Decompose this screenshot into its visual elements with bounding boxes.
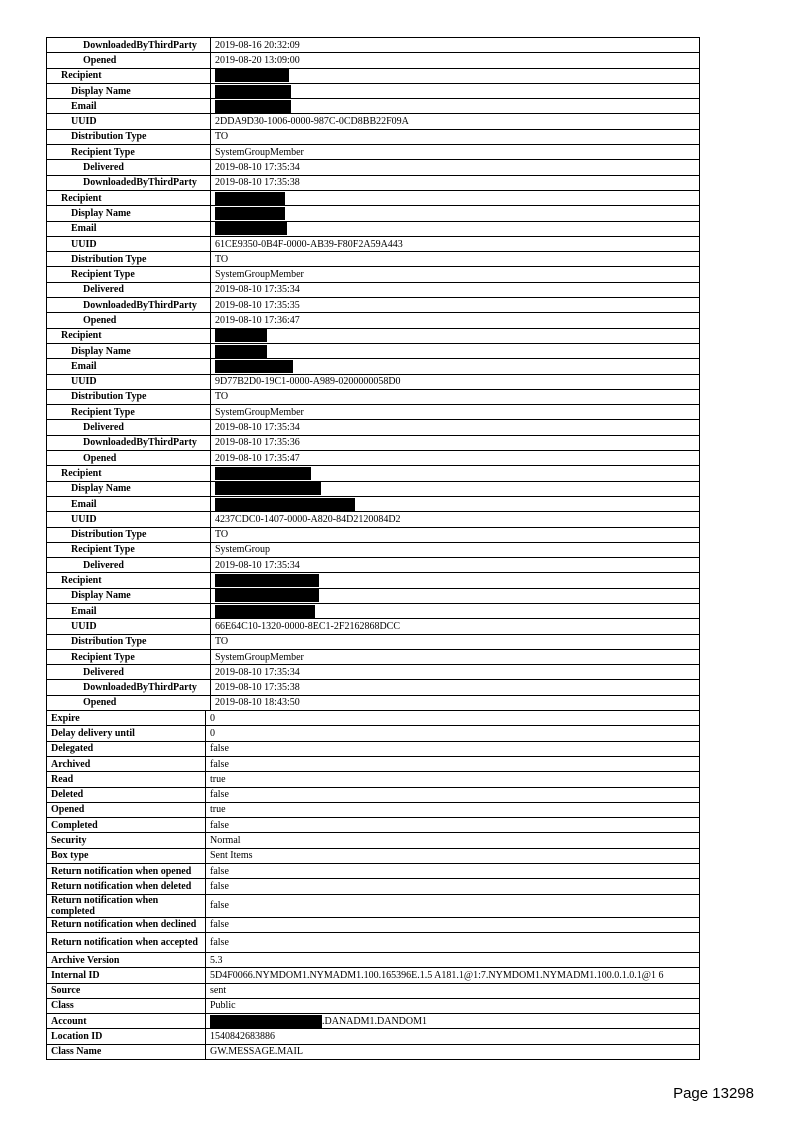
- field-label: DownloadedByThirdParty: [47, 435, 211, 450]
- field-label: Recipient Type: [47, 405, 211, 420]
- field-value: 2019-08-16 20:32:09: [211, 38, 700, 53]
- property-label: Source: [47, 983, 206, 998]
- field-value: 2019-08-10 18:43:50: [211, 695, 700, 710]
- property-row: [47, 772, 700, 787]
- recipients-table: [46, 37, 700, 711]
- field-label: Display Name: [47, 343, 211, 358]
- property-value: [206, 1014, 700, 1029]
- field-label: Email: [47, 359, 211, 374]
- property-value: Sent Items: [206, 848, 700, 863]
- field-label: Delivered: [47, 420, 211, 435]
- field-value: TO: [211, 527, 700, 542]
- property-row: [47, 726, 700, 741]
- recipient-field-row: [47, 558, 700, 573]
- recipient-field-row: [47, 99, 700, 114]
- field-label: Distribution Type: [47, 389, 211, 404]
- field-label: Display Name: [47, 206, 211, 221]
- field-value: SystemGroupMember: [211, 649, 700, 664]
- property-label: Opened: [47, 802, 206, 817]
- property-label: Archived: [47, 756, 206, 771]
- field-label: UUID: [47, 619, 211, 634]
- field-value: 66E64C10-1320-0000-8EC1-2F2162868DCC: [211, 619, 700, 634]
- recipient-field-row: [47, 527, 700, 542]
- property-label: Expire: [47, 711, 206, 726]
- field-label: UUID: [47, 374, 211, 389]
- field-label: Opened: [47, 53, 211, 68]
- recipient-field-row: [47, 634, 700, 649]
- property-row: [47, 787, 700, 802]
- property-label: Completed: [47, 818, 206, 833]
- field-label: Delivered: [47, 160, 211, 175]
- redacted-value: [211, 328, 700, 343]
- account-suffix: .DANADM1.DANDOM1: [322, 1015, 427, 1027]
- property-label: Return notification when declined: [47, 917, 206, 932]
- recipient-field-row: [47, 389, 700, 404]
- recipient-field-row: [47, 420, 700, 435]
- redacted-value: [211, 99, 700, 114]
- redacted-value: [211, 481, 700, 496]
- redaction-bar: [215, 69, 289, 82]
- field-value: TO: [211, 634, 700, 649]
- recipient-field-row: [47, 405, 700, 420]
- field-value: 2019-08-20 13:09:00: [211, 53, 700, 68]
- property-label: Return notification when completed: [47, 894, 206, 917]
- field-value: 2019-08-10 17:35:34: [211, 160, 700, 175]
- recipient-field-row: [47, 542, 700, 557]
- redaction-bar: [215, 360, 293, 373]
- recipient-field-row: [47, 343, 700, 358]
- redacted-value: [211, 496, 700, 511]
- field-label: DownloadedByThirdParty: [47, 175, 211, 190]
- field-label: Email: [47, 603, 211, 618]
- property-value: 5D4F0066.NYMDOM1.NYMADM1.100.165396E.1.5 A181.1@1:7.NYMDOM1.NYMADM1.100.0.1.0.1@1 6: [206, 968, 700, 983]
- field-value: 2DDA9D30-1006-0000-987C-0CD8BB22F09A: [211, 114, 700, 129]
- field-label: Distribution Type: [47, 527, 211, 542]
- field-value: 9D77B2D0-19C1-0000-A989-0200000058D0: [211, 374, 700, 389]
- recipient-field-row: [47, 466, 700, 481]
- recipient-field-row: [47, 619, 700, 634]
- field-label: Distribution Type: [47, 634, 211, 649]
- property-label: Delegated: [47, 741, 206, 756]
- property-value: 1540842683886: [206, 1029, 700, 1044]
- redaction-bar: [215, 498, 355, 511]
- property-label: Location ID: [47, 1029, 206, 1044]
- field-label: Recipient Type: [47, 649, 211, 664]
- recipient-field-row: [47, 175, 700, 190]
- recipient-field-row: [47, 206, 700, 221]
- property-row: [47, 1044, 700, 1059]
- field-label: DownloadedByThirdParty: [47, 38, 211, 53]
- field-value: 2019-08-10 17:35:38: [211, 680, 700, 695]
- recipient-field-row: [47, 512, 700, 527]
- field-value: 2019-08-10 17:35:47: [211, 451, 700, 466]
- field-label: Email: [47, 99, 211, 114]
- redaction-bar: [215, 100, 291, 113]
- recipient-field-row: [47, 313, 700, 328]
- field-value: 2019-08-10 17:35:36: [211, 435, 700, 450]
- field-label: Recipient Type: [47, 145, 211, 160]
- property-value: false: [206, 741, 700, 756]
- redaction-bar: [215, 207, 285, 220]
- redaction-bar: [215, 482, 321, 495]
- redaction-bar: [215, 345, 267, 358]
- property-row: [47, 1029, 700, 1044]
- page-number: Page 13298: [673, 1085, 754, 1102]
- property-value: false: [206, 864, 700, 879]
- property-row: [47, 932, 700, 952]
- recipient-field-row: [47, 695, 700, 710]
- redaction-bar: [215, 192, 285, 205]
- property-label: Delay delivery until: [47, 726, 206, 741]
- redacted-value: [211, 466, 700, 481]
- recipient-field-row: [47, 328, 700, 343]
- property-row: [47, 818, 700, 833]
- property-value: false: [206, 787, 700, 802]
- redacted-value: [211, 343, 700, 358]
- recipient-field-row: [47, 53, 700, 68]
- field-label: Recipient: [47, 573, 211, 588]
- property-label: Return notification when deleted: [47, 879, 206, 894]
- field-label: DownloadedByThirdParty: [47, 298, 211, 313]
- field-value: 2019-08-10 17:35:34: [211, 558, 700, 573]
- recipient-field-row: [47, 481, 700, 496]
- property-value: false: [206, 932, 700, 952]
- field-value: 61CE9350-0B4F-0000-AB39-F80F2A59A443: [211, 236, 700, 251]
- field-label: Display Name: [47, 481, 211, 496]
- property-value: false: [206, 756, 700, 771]
- recipient-field-row: [47, 68, 700, 83]
- property-value: true: [206, 802, 700, 817]
- redaction-bar: [210, 1015, 322, 1028]
- field-value: 2019-08-10 17:35:35: [211, 298, 700, 313]
- field-label: Distribution Type: [47, 252, 211, 267]
- property-label: Return notification when accepted: [47, 932, 206, 952]
- property-label: Deleted: [47, 787, 206, 802]
- field-value: SystemGroupMember: [211, 405, 700, 420]
- recipient-field-row: [47, 129, 700, 144]
- field-label: Opened: [47, 695, 211, 710]
- field-value: 2019-08-10 17:35:34: [211, 282, 700, 297]
- recipient-field-row: [47, 435, 700, 450]
- property-value: Normal: [206, 833, 700, 848]
- recipient-field-row: [47, 267, 700, 282]
- recipient-field-row: [47, 160, 700, 175]
- property-row: [47, 833, 700, 848]
- property-label: Account: [47, 1014, 206, 1029]
- field-value: 2019-08-10 17:35:34: [211, 420, 700, 435]
- field-value: SystemGroupMember: [211, 145, 700, 160]
- recipient-field-row: [47, 83, 700, 98]
- field-label: Email: [47, 221, 211, 236]
- property-value: sent: [206, 983, 700, 998]
- field-label: Recipient Type: [47, 267, 211, 282]
- recipient-field-row: [47, 190, 700, 205]
- property-label: Class Name: [47, 1044, 206, 1059]
- recipient-field-row: [47, 359, 700, 374]
- property-value: true: [206, 772, 700, 787]
- recipient-field-row: [47, 573, 700, 588]
- field-value: 2019-08-10 17:35:38: [211, 175, 700, 190]
- recipient-field-row: [47, 374, 700, 389]
- property-value: Public: [206, 998, 700, 1013]
- field-label: Recipient: [47, 466, 211, 481]
- recipient-field-row: [47, 221, 700, 236]
- property-value: false: [206, 917, 700, 932]
- field-value: TO: [211, 389, 700, 404]
- property-label: Internal ID: [47, 968, 206, 983]
- property-row: [47, 879, 700, 894]
- property-label: Security: [47, 833, 206, 848]
- recipient-field-row: [47, 38, 700, 53]
- redaction-bar: [215, 85, 291, 98]
- property-label: Read: [47, 772, 206, 787]
- redacted-value: [211, 573, 700, 588]
- redacted-value: [211, 359, 700, 374]
- recipient-field-row: [47, 145, 700, 160]
- property-row: [47, 998, 700, 1013]
- property-label: Box type: [47, 848, 206, 863]
- redacted-value: [211, 68, 700, 83]
- field-value: TO: [211, 129, 700, 144]
- field-label: Recipient: [47, 68, 211, 83]
- field-value: SystemGroupMember: [211, 267, 700, 282]
- redacted-value: [211, 221, 700, 236]
- recipient-field-row: [47, 588, 700, 603]
- redaction-bar: [215, 329, 267, 342]
- property-label: Return notification when opened: [47, 864, 206, 879]
- field-label: Display Name: [47, 83, 211, 98]
- field-label: Opened: [47, 313, 211, 328]
- field-label: UUID: [47, 512, 211, 527]
- field-label: Delivered: [47, 558, 211, 573]
- property-row: [47, 848, 700, 863]
- redaction-bar: [215, 589, 319, 602]
- recipient-field-row: [47, 649, 700, 664]
- redacted-value: [211, 588, 700, 603]
- recipient-field-row: [47, 114, 700, 129]
- recipient-field-row: [47, 603, 700, 618]
- property-value: false: [206, 818, 700, 833]
- field-label: Display Name: [47, 588, 211, 603]
- property-value: false: [206, 879, 700, 894]
- field-label: Email: [47, 496, 211, 511]
- field-label: Recipient Type: [47, 542, 211, 557]
- redacted-value: [211, 603, 700, 618]
- field-value: TO: [211, 252, 700, 267]
- redaction-bar: [215, 574, 319, 587]
- redaction-bar: [215, 467, 311, 480]
- property-row: [47, 1014, 700, 1029]
- property-row: [47, 983, 700, 998]
- recipient-field-row: [47, 236, 700, 251]
- property-value: 5.3: [206, 952, 700, 967]
- property-row: [47, 952, 700, 967]
- property-row: [47, 894, 700, 917]
- property-label: Class: [47, 998, 206, 1013]
- properties-table: [46, 710, 700, 1060]
- property-value: 0: [206, 726, 700, 741]
- field-value: 2019-08-10 17:36:47: [211, 313, 700, 328]
- property-row: [47, 917, 700, 932]
- property-row: [47, 741, 700, 756]
- property-row: [47, 864, 700, 879]
- field-label: Recipient: [47, 328, 211, 343]
- property-value: 0: [206, 711, 700, 726]
- redaction-bar: [215, 222, 287, 235]
- property-value: GW.MESSAGE.MAIL: [206, 1044, 700, 1059]
- recipient-field-row: [47, 298, 700, 313]
- redaction-bar: [215, 605, 315, 618]
- property-row: [47, 968, 700, 983]
- field-label: Distribution Type: [47, 129, 211, 144]
- redacted-value: [211, 190, 700, 205]
- property-row: [47, 711, 700, 726]
- property-value: false: [206, 894, 700, 917]
- property-row: [47, 802, 700, 817]
- field-label: Delivered: [47, 665, 211, 680]
- recipient-field-row: [47, 496, 700, 511]
- redacted-value: [211, 206, 700, 221]
- recipient-field-row: [47, 451, 700, 466]
- property-label: Archive Version: [47, 952, 206, 967]
- redacted-value: [211, 83, 700, 98]
- recipient-field-row: [47, 665, 700, 680]
- field-value: 2019-08-10 17:35:34: [211, 665, 700, 680]
- field-label: Opened: [47, 451, 211, 466]
- recipient-field-row: [47, 282, 700, 297]
- property-row: [47, 756, 700, 771]
- recipient-field-row: [47, 680, 700, 695]
- field-label: Delivered: [47, 282, 211, 297]
- field-label: UUID: [47, 236, 211, 251]
- field-label: DownloadedByThirdParty: [47, 680, 211, 695]
- field-value: SystemGroup: [211, 542, 700, 557]
- recipient-field-row: [47, 252, 700, 267]
- document-sheet: [46, 37, 700, 1060]
- field-label: UUID: [47, 114, 211, 129]
- field-value: 4237CDC0-1407-0000-A820-84D2120084D2: [211, 512, 700, 527]
- field-label: Recipient: [47, 190, 211, 205]
